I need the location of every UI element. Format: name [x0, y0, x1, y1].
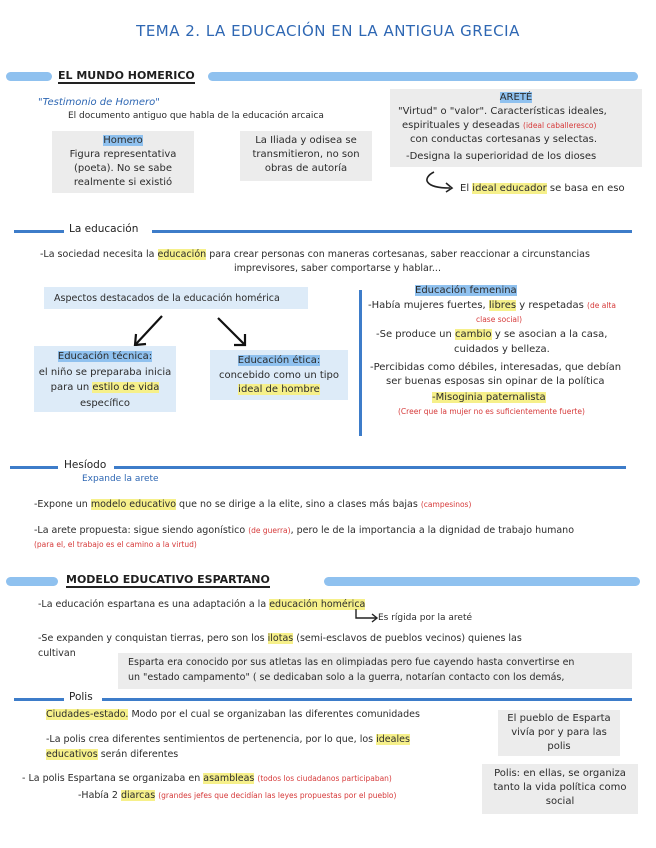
- section-bar: [6, 577, 58, 586]
- polis-line: -Había 2 diarcas (grandes jefes que decidían las leyes propuestas por el pueblo): [78, 790, 397, 801]
- polis-box-line: tanto la vida política como: [493, 782, 627, 793]
- section-heading-homero: EL MUNDO HOMERICO: [58, 69, 195, 82]
- esparta-note: Es rígida por la areté: [378, 613, 473, 623]
- section-bar: [324, 577, 640, 586]
- arete-line: "Virtud" o "valor". Características ideales,: [398, 106, 607, 117]
- curved-arrow-icon: [420, 170, 460, 194]
- polis-box-line: El pueblo de Esparta: [507, 713, 611, 724]
- etica-line: concebido como un tipo: [218, 370, 340, 381]
- vertical-divider: [359, 290, 362, 436]
- testimonio-desc: El documento antiguo que habla de la educación arcaica: [68, 111, 324, 121]
- iliada-box-line: La Iliada y odisea se: [255, 135, 357, 146]
- arete-title: ARETÉ: [499, 92, 533, 103]
- hesiodo-red-note: (para el, el trabajo es el camino a la virtud): [34, 540, 197, 549]
- hesiodo-sub: Expande la arete: [82, 474, 159, 484]
- femenina-title: Educación femenina: [415, 285, 517, 296]
- esparta-box-line: Esparta era conocido por sus atletas las en olimpiadas pero fue cayendo hasta convertirse en: [128, 657, 575, 668]
- etica-line: ideal de hombre: [238, 384, 320, 395]
- esparta-line: -Se expanden y conquistan tierras, pero son los ilotas (semi-esclavos de pueblos vecinos) quienes las: [38, 633, 522, 644]
- section-heading-educacion: La educación: [69, 223, 139, 235]
- section-bar: [6, 72, 52, 81]
- aspectos-label: Aspectos destacados de la educación homérica: [54, 293, 280, 304]
- polis-line: - La polis Espartana se organizaba en asambleas (todos los ciudadanos participaban): [22, 773, 392, 784]
- femenina-line: -Había mujeres fuertes, libres y respetadas (de alta: [368, 300, 616, 311]
- educacion-line: -La sociedad necesita la educación para crear personas con maneras cortesanas, saber reaccionar a circunstancias: [40, 249, 590, 260]
- iliada-box-line: transmitieron, no son: [252, 149, 360, 160]
- homero-box-line: Figura representativa: [69, 149, 177, 160]
- esparta-line: -La educación espartana es una adaptación a la educación homérica: [38, 599, 366, 610]
- arete-line: con conductas cortesanas y selectas.: [410, 134, 598, 145]
- tecnica-line: específico: [79, 398, 131, 409]
- polis-box-line: vivía por y para las: [511, 727, 607, 738]
- femenina-line: -Misoginia paternalista: [432, 392, 546, 403]
- arete-line: espirituales y deseadas (ideal caballeresco): [402, 120, 597, 131]
- hesiodo-line: -Expone un modelo educativo que no se dirige a la elite, sino a clases más bajas (campesinos): [34, 499, 472, 510]
- iliada-box-line: obras de autoría: [264, 163, 348, 174]
- etica-title: Educación ética:: [237, 355, 321, 366]
- section-heading-hesiodo: Hesíodo: [64, 459, 107, 471]
- femenina-line: cuidados y belleza.: [454, 344, 550, 355]
- hesiodo-line: -La arete propuesta: sigue siendo agonístico (de guerra), pero le de la importancia a la dignidad de trabajo humano: [34, 525, 575, 536]
- testimonio-title: "Testimonio de Homero": [38, 97, 160, 108]
- polis-box-line: Polis: en ellas, se organiza: [494, 768, 626, 779]
- homero-box-line: realmente si existió: [73, 177, 173, 188]
- section-line: [14, 230, 64, 233]
- polis-line: -La polis crea diferentes sentimientos de pertenencia, por lo que, los ideales: [46, 734, 410, 745]
- tecnica-line: el niño se preparaba inicia: [38, 367, 172, 378]
- ideal-educador-note: El ideal educador se basa en eso: [460, 183, 625, 194]
- esparta-line: cultivan: [38, 648, 76, 659]
- femenina-line: -Se produce un cambio y se asocian a la casa,: [376, 329, 608, 340]
- tecnica-title: Educación técnica:: [57, 351, 153, 362]
- tecnica-line: para un estilo de vida: [50, 382, 160, 393]
- section-line: [10, 466, 58, 469]
- arrow-right-down-icon: [214, 314, 254, 350]
- femenina-line: ser buenas esposas sin opinar de la política: [386, 376, 605, 387]
- homero-box-line: (poeta). No se sabe: [74, 163, 172, 174]
- section-heading-polis: Polis: [69, 691, 93, 703]
- section-line: [102, 698, 632, 701]
- section-line: [14, 698, 64, 701]
- femenina-red-note: clase social): [476, 315, 523, 324]
- educacion-line: imprevisores, saber comportarse y hablar...: [234, 263, 441, 274]
- section-bar: [208, 72, 638, 81]
- polis-box-line: social: [545, 796, 575, 807]
- polis-line: Ciudades-estado. Modo por el cual se organizaban las diferentes comunidades: [46, 709, 420, 720]
- arrow-left-down-icon: [128, 312, 168, 350]
- femenina-line: -Percibidas como débiles, interesadas, que debían: [370, 362, 622, 373]
- femenina-red-note: (Creer que la mujer no es suficientemente fuerte): [398, 407, 585, 416]
- polis-line: educativos serán diferentes: [46, 749, 179, 760]
- section-line: [114, 466, 626, 469]
- section-heading-esparta: MODELO EDUCATIVO ESPARTANO: [66, 573, 270, 586]
- page-title: TEMA 2. LA EDUCACIÓN EN LA ANTIGUA GRECIA: [136, 22, 520, 40]
- section-line: [152, 230, 632, 233]
- arete-line: -Designa la superioridad de los dioses: [406, 151, 597, 162]
- homero-box-title: Homero: [103, 135, 143, 146]
- polis-box-line: polis: [547, 741, 571, 752]
- esparta-box-line: un "estado campamento" ( se dedicaban solo a la guerra, notarían contacto con los demás,: [128, 672, 565, 683]
